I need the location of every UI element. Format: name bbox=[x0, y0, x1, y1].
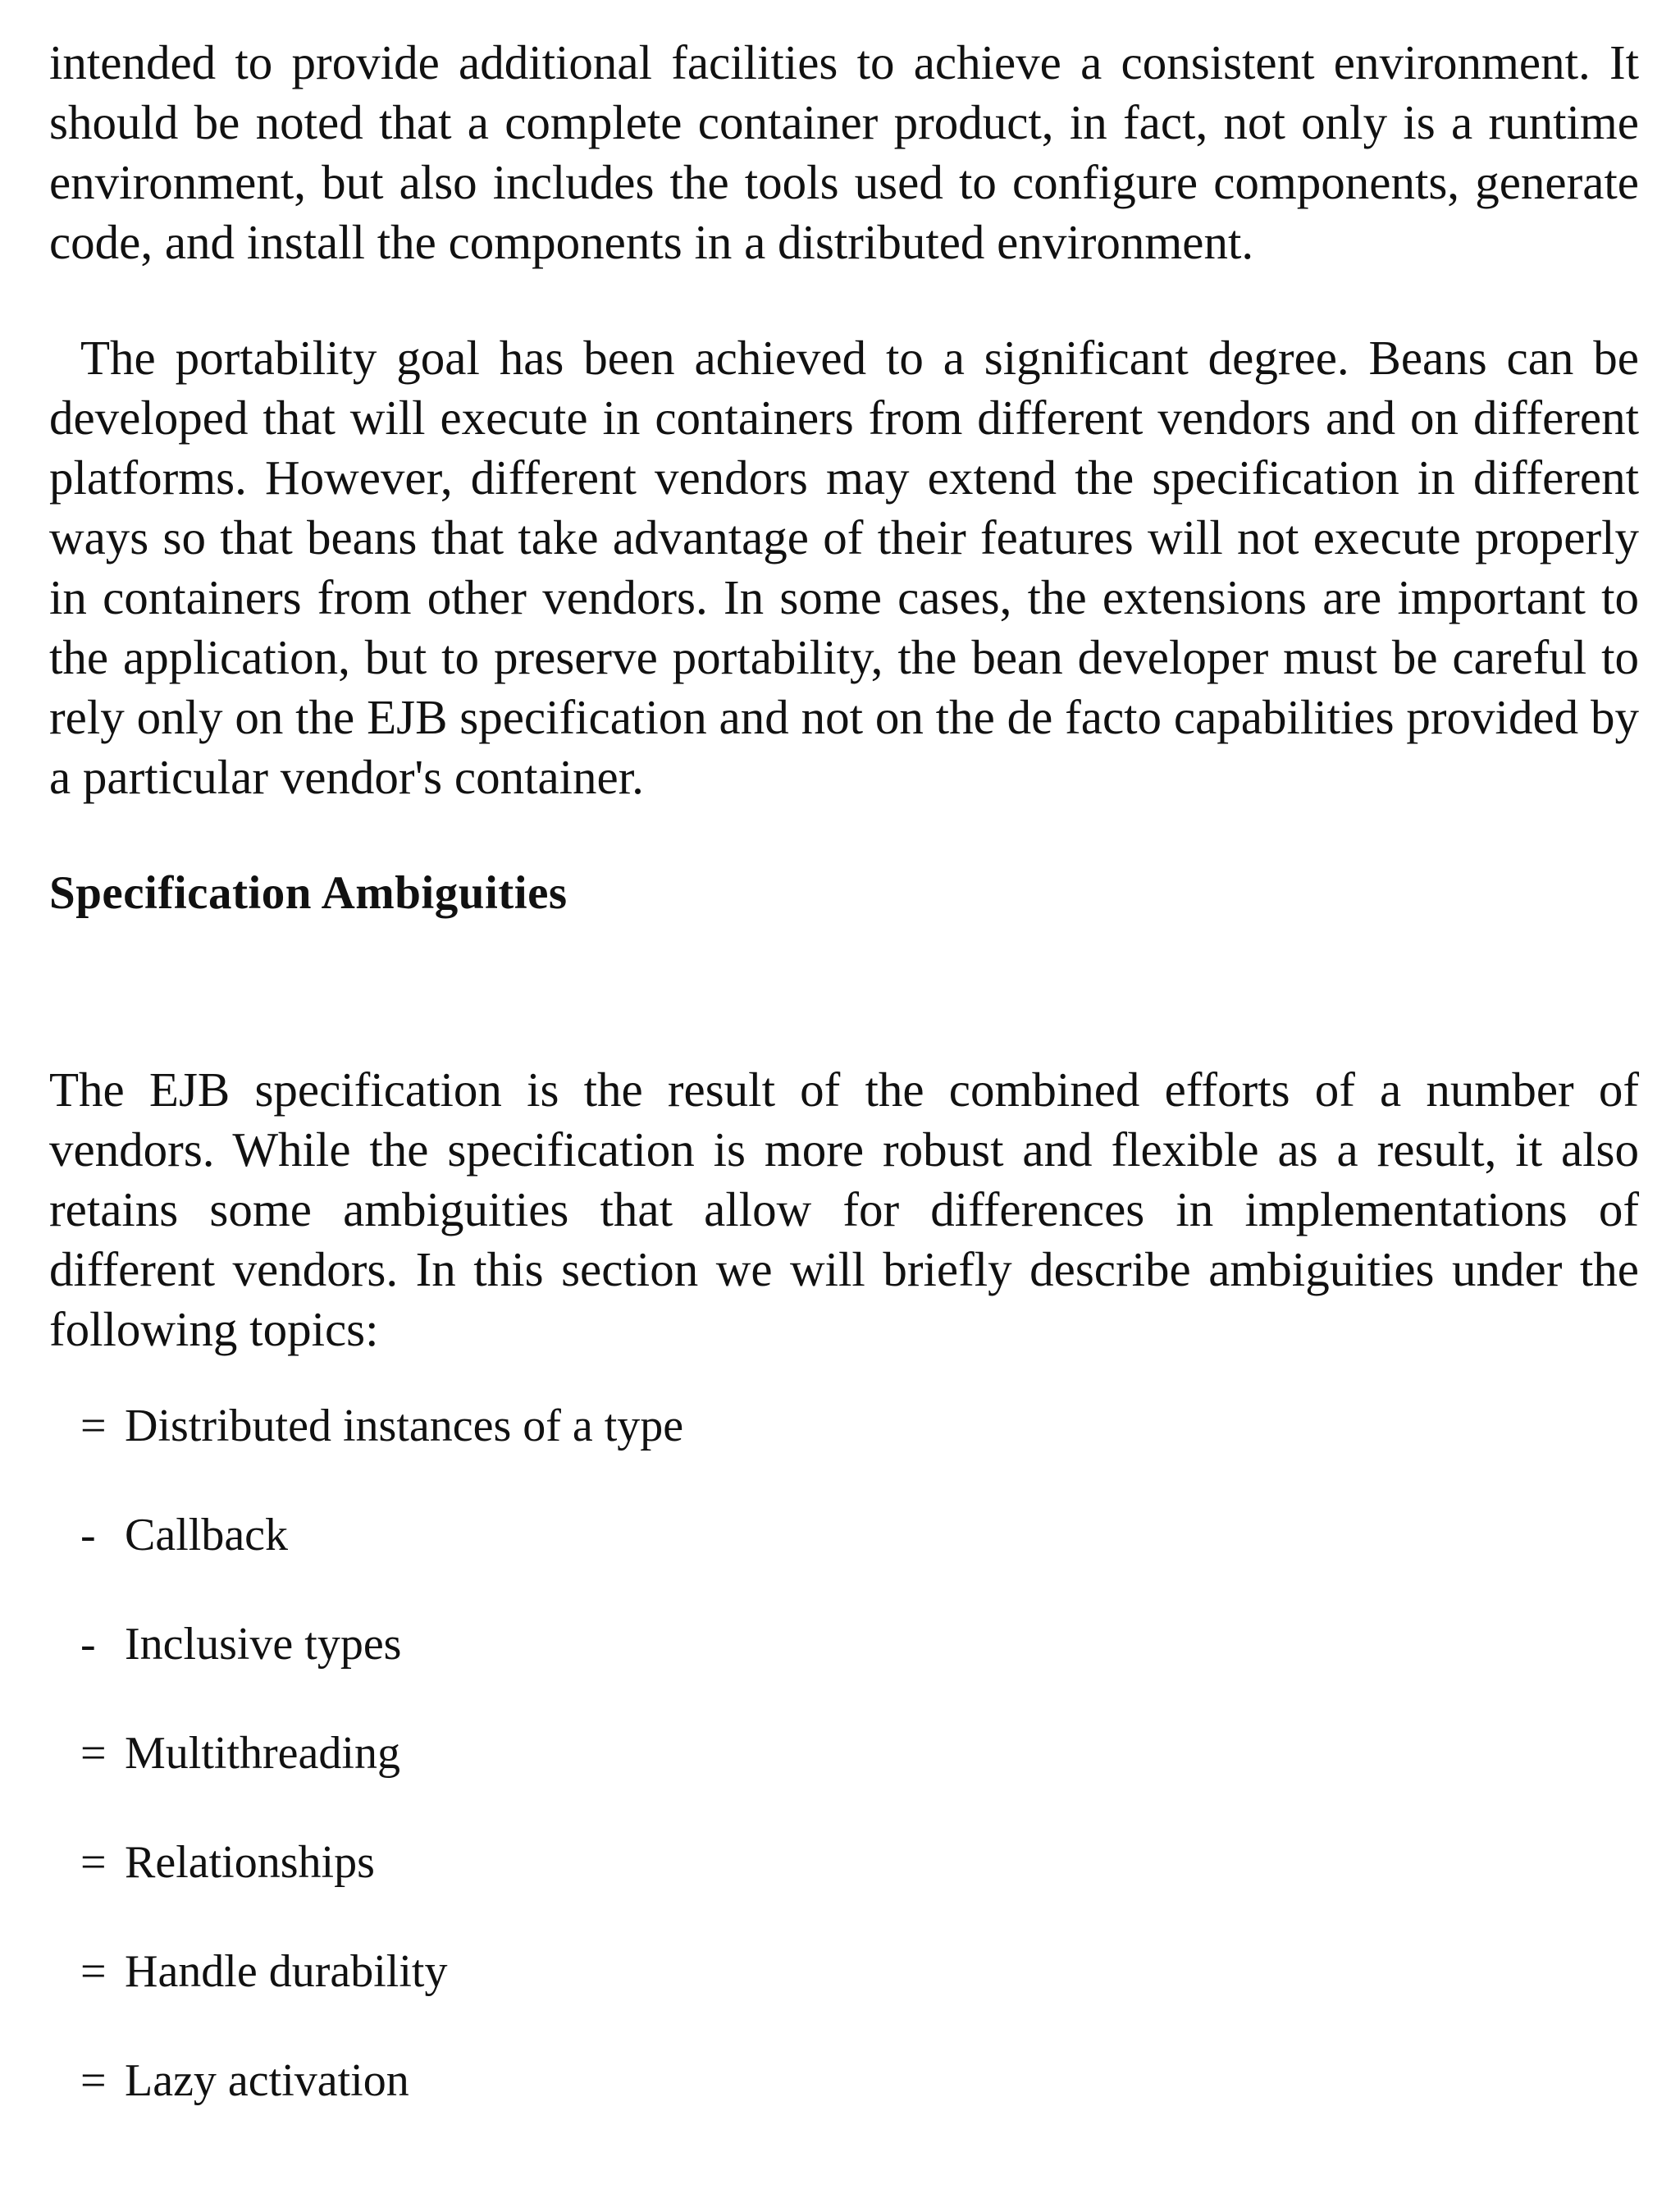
body-paragraph-2: The portability goal has been achieved to a significant degree. Beans can be developed that will execute in containers from different vendors and on different platforms. However, different vendors may extend the specification in different ways so that beans that take advantage of their features will not execute properly in containers from other vendors. In some cases, the extensions are important to the application, but to preserve portability, the bean developer must be careful to rely only on the EJB specification and not on the de facto capabilities provided by a particular vendor's container. bbox=[49, 331, 1639, 804]
topic-text: Multithreading bbox=[125, 1728, 400, 1779]
topic-item bbox=[80, 1835, 1639, 1890]
topic-list bbox=[49, 1399, 1639, 2109]
topic-text: Callback bbox=[125, 1510, 289, 1560]
topic-bullet: - bbox=[80, 1619, 96, 1670]
topic-item bbox=[80, 1508, 1639, 1563]
topic-text: Handle durability bbox=[125, 1946, 448, 1997]
topic-item bbox=[80, 1944, 1639, 1999]
topic-item bbox=[80, 1399, 1639, 1454]
topic-item bbox=[80, 1726, 1639, 1781]
topic-bullet: = bbox=[80, 1837, 107, 1888]
topic-bullet: - bbox=[80, 1510, 96, 1560]
topic-item bbox=[80, 1617, 1639, 1672]
section-heading: Specification Ambiguities bbox=[49, 867, 568, 919]
topic-text: Relationships bbox=[125, 1837, 375, 1888]
body-paragraph-1: intended to provide additional facilities to achieve a consistent environment. It should be noted that a complete container product, in fact, not only is a runtime environment, but also includes the tools used to configure components, generate code, and install the components in a distributed environment. bbox=[49, 35, 1639, 269]
topic-bullet: = bbox=[80, 2055, 107, 2106]
topic-bullet: = bbox=[80, 1401, 107, 1451]
topic-bullet: = bbox=[80, 1728, 107, 1779]
section-paragraph: The EJB specification is the result of the combined efforts of a number of vendors. While the specification is more robust and flexible as a result, it also retains some ambiguities that allow for differences in implementations of different vendors. In this section we will briefly describe ambiguities under the following topics: bbox=[49, 1062, 1639, 1356]
topic-bullet: = bbox=[80, 1946, 107, 1997]
topic-text: Lazy activation bbox=[125, 2055, 409, 2106]
topic-text: Distributed instances of a type bbox=[125, 1401, 684, 1451]
document-page bbox=[49, 33, 1639, 2109]
topic-text: Inclusive types bbox=[125, 1619, 402, 1670]
topic-item bbox=[80, 2054, 1639, 2109]
